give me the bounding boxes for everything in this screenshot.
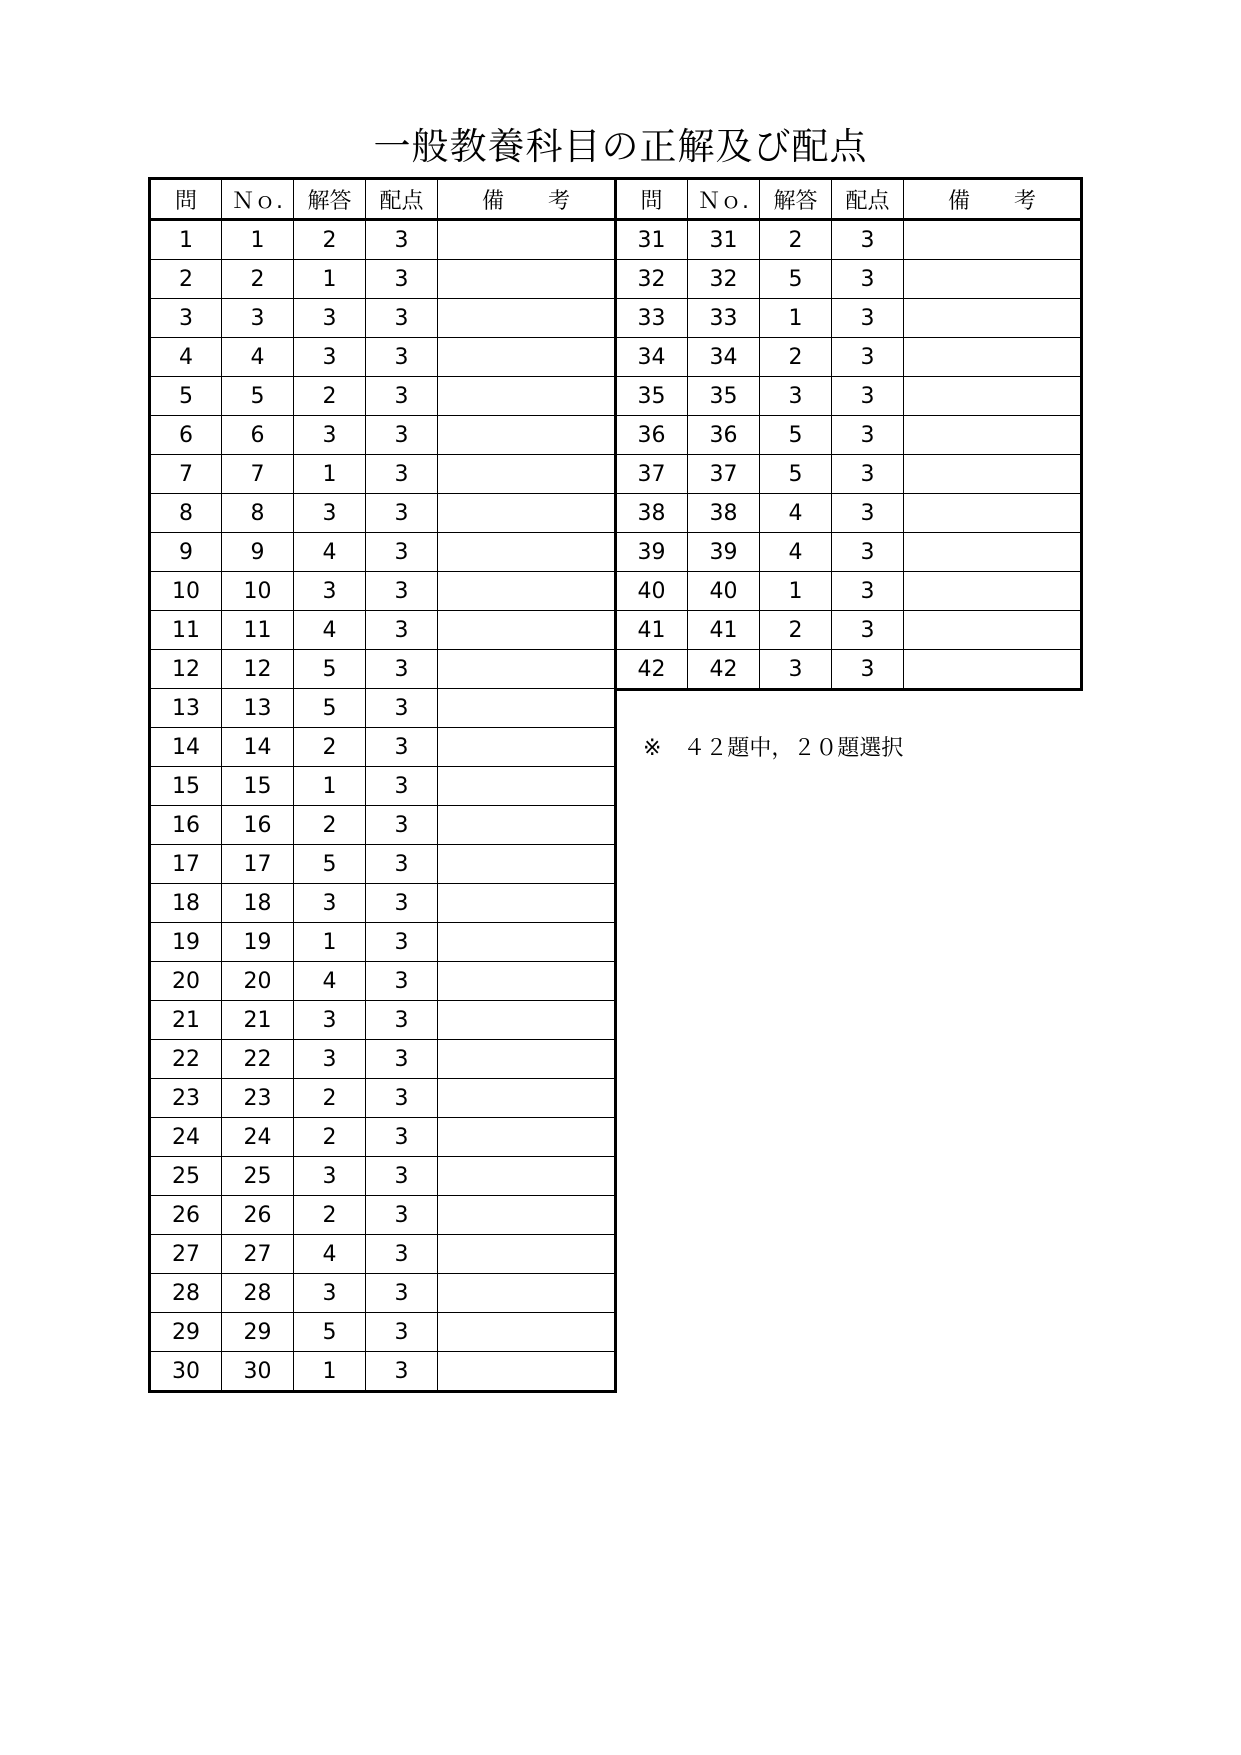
cell-points: 3 [832,377,904,416]
cell-points: 3 [366,1157,438,1196]
cell-question: 2 [150,260,222,299]
cell-remarks [438,1157,616,1196]
table-row [616,611,1082,650]
table-header-row [150,179,616,220]
cell-points: 3 [832,260,904,299]
cell-remarks [438,884,616,923]
cell-question: 15 [150,767,222,806]
cell-points: 3 [366,689,438,728]
page-title: 一般教養科目の正解及び配点 [373,125,868,168]
cell-no: 15 [222,767,294,806]
table-row [150,572,616,611]
cell-answer: 4 [294,962,366,1001]
cell-no: 4 [222,338,294,377]
cell-question: 35 [616,377,688,416]
cell-question: 25 [150,1157,222,1196]
cell-question: 18 [150,884,222,923]
cell-no: 7 [222,455,294,494]
cell-points: 3 [366,299,438,338]
cell-points: 3 [366,1001,438,1040]
table-row [150,1313,616,1352]
cell-remarks [438,611,616,650]
cell-remarks [438,416,616,455]
cell-remarks [438,1235,616,1274]
cell-remarks [904,260,1082,299]
cell-question: 10 [150,572,222,611]
cell-no: 18 [222,884,294,923]
cell-no: 14 [222,728,294,767]
cell-points: 3 [832,533,904,572]
cell-question: 20 [150,962,222,1001]
cell-answer: 5 [294,845,366,884]
table-row [616,533,1082,572]
cell-no: 24 [222,1118,294,1157]
table-row [150,1274,616,1313]
cell-question: 42 [616,650,688,690]
table-row [616,494,1082,533]
cell-points: 3 [832,611,904,650]
cell-points: 3 [366,572,438,611]
cell-answer: 3 [294,494,366,533]
header-remarks-left: 備 [481,188,504,214]
table-row [616,455,1082,494]
cell-answer: 1 [294,767,366,806]
table-row [150,806,616,845]
cell-points: 3 [366,533,438,572]
table-row [616,572,1082,611]
cell-no: 25 [222,1157,294,1196]
table-row [150,299,616,338]
answer-table-right [615,177,1083,691]
cell-no: 13 [222,689,294,728]
cell-remarks [438,338,616,377]
cell-question: 26 [150,1196,222,1235]
table-row [150,377,616,416]
cell-remarks [438,572,616,611]
table-row [150,494,616,533]
cell-answer: 3 [294,1001,366,1040]
cell-remarks [904,338,1082,377]
cell-points: 3 [366,767,438,806]
header-answer: 解答 [760,179,832,220]
answer-table-left [148,177,617,1393]
cell-answer: 3 [294,572,366,611]
cell-question: 41 [616,611,688,650]
table-row [616,338,1082,377]
cell-question: 28 [150,1274,222,1313]
cell-points: 3 [366,377,438,416]
cell-remarks [438,260,616,299]
header-remarks-right: 考 [1014,188,1037,214]
cell-no: 35 [688,377,760,416]
table-row [150,728,616,767]
cell-answer: 2 [294,1079,366,1118]
cell-no: 1 [222,220,294,260]
cell-points: 3 [366,1079,438,1118]
cell-answer: 5 [760,260,832,299]
cell-points: 3 [366,220,438,260]
cell-no: 40 [688,572,760,611]
cell-no: 6 [222,416,294,455]
cell-question: 34 [616,338,688,377]
cell-remarks [438,1079,616,1118]
cell-no: 8 [222,494,294,533]
cell-remarks [438,220,616,260]
cell-no: 37 [688,455,760,494]
cell-remarks [438,923,616,962]
table-row [150,689,616,728]
cell-remarks [438,299,616,338]
cell-no: 12 [222,650,294,689]
cell-question: 40 [616,572,688,611]
table-row [150,1079,616,1118]
table-row [150,220,616,260]
cell-points: 3 [366,611,438,650]
cell-points: 3 [366,1118,438,1157]
cell-no: 30 [222,1352,294,1392]
cell-remarks [438,1274,616,1313]
cell-answer: 2 [760,338,832,377]
table-row [616,220,1082,260]
cell-remarks [438,377,616,416]
cell-points: 3 [832,220,904,260]
cell-question: 8 [150,494,222,533]
cell-remarks [438,1118,616,1157]
cell-remarks [438,1313,616,1352]
cell-remarks [904,650,1082,690]
cell-answer: 2 [294,1118,366,1157]
table-row [150,884,616,923]
cell-question: 12 [150,650,222,689]
cell-points: 3 [366,923,438,962]
cell-remarks [904,377,1082,416]
table-row [150,338,616,377]
cell-points: 3 [832,338,904,377]
header-no: Ｎｏ. [688,179,760,220]
cell-no: 38 [688,494,760,533]
header-points: 配点 [832,179,904,220]
cell-points: 3 [366,728,438,767]
cell-remarks [904,611,1082,650]
table-row [150,1196,616,1235]
cell-question: 14 [150,728,222,767]
cell-remarks [438,689,616,728]
header-remarks-left: 備 [947,188,970,214]
cell-answer: 3 [294,884,366,923]
cell-question: 36 [616,416,688,455]
cell-remarks [904,533,1082,572]
cell-question: 32 [616,260,688,299]
cell-answer: 5 [760,416,832,455]
cell-no: 26 [222,1196,294,1235]
cell-answer: 1 [294,1352,366,1392]
table-row [616,650,1082,690]
table-row [616,377,1082,416]
cell-points: 3 [366,650,438,689]
cell-no: 20 [222,962,294,1001]
cell-answer: 3 [294,1274,366,1313]
table-row [150,1157,616,1196]
cell-no: 34 [688,338,760,377]
cell-no: 41 [688,611,760,650]
cell-question: 3 [150,299,222,338]
table-row [150,923,616,962]
cell-answer: 4 [760,494,832,533]
cell-points: 3 [366,1313,438,1352]
cell-question: 22 [150,1040,222,1079]
table-header-row [616,179,1082,220]
cell-answer: 3 [760,650,832,690]
cell-points: 3 [366,1352,438,1392]
cell-points: 3 [832,650,904,690]
cell-answer: 4 [760,533,832,572]
cell-question: 21 [150,1001,222,1040]
cell-points: 3 [832,494,904,533]
table-row [150,1235,616,1274]
cell-points: 3 [832,416,904,455]
header-question: 問 [150,179,222,220]
table-row [616,260,1082,299]
table-row [150,260,616,299]
cell-question: 31 [616,220,688,260]
cell-answer: 4 [294,1235,366,1274]
cell-points: 3 [366,494,438,533]
cell-remarks [904,299,1082,338]
cell-points: 3 [832,299,904,338]
cell-remarks [438,533,616,572]
cell-no: 32 [688,260,760,299]
cell-no: 39 [688,533,760,572]
table-row [150,962,616,1001]
cell-no: 27 [222,1235,294,1274]
cell-no: 11 [222,611,294,650]
cell-no: 17 [222,845,294,884]
cell-question: 9 [150,533,222,572]
cell-no: 23 [222,1079,294,1118]
cell-points: 3 [366,845,438,884]
cell-no: 21 [222,1001,294,1040]
cell-answer: 2 [294,220,366,260]
cell-remarks [438,455,616,494]
cell-answer: 4 [294,533,366,572]
cell-answer: 3 [294,416,366,455]
cell-no: 28 [222,1274,294,1313]
cell-answer: 1 [294,455,366,494]
cell-no: 9 [222,533,294,572]
cell-remarks [438,1352,616,1392]
cell-points: 3 [366,1235,438,1274]
cell-points: 3 [832,455,904,494]
table-row [150,611,616,650]
cell-no: 2 [222,260,294,299]
table-row [616,299,1082,338]
cell-points: 3 [366,1196,438,1235]
table-row [150,533,616,572]
cell-remarks [438,650,616,689]
cell-no: 42 [688,650,760,690]
cell-no: 31 [688,220,760,260]
cell-question: 17 [150,845,222,884]
cell-answer: 2 [760,611,832,650]
cell-no: 16 [222,806,294,845]
cell-remarks [438,1040,616,1079]
table-row [150,1040,616,1079]
cell-question: 29 [150,1313,222,1352]
cell-points: 3 [366,1040,438,1079]
table-row [150,455,616,494]
cell-question: 27 [150,1235,222,1274]
header-answer: 解答 [294,179,366,220]
cell-question: 4 [150,338,222,377]
cell-points: 3 [366,338,438,377]
header-remarks-right: 考 [548,188,571,214]
cell-question: 24 [150,1118,222,1157]
cell-points: 3 [832,572,904,611]
cell-remarks [904,455,1082,494]
cell-question: 19 [150,923,222,962]
cell-no: 10 [222,572,294,611]
cell-question: 30 [150,1352,222,1392]
cell-answer: 1 [760,572,832,611]
cell-remarks [904,416,1082,455]
cell-question: 33 [616,299,688,338]
cell-remarks [904,572,1082,611]
cell-answer: 1 [760,299,832,338]
cell-answer: 5 [294,1313,366,1352]
cell-points: 3 [366,416,438,455]
cell-no: 29 [222,1313,294,1352]
cell-points: 3 [366,1274,438,1313]
cell-no: 22 [222,1040,294,1079]
table-row [616,416,1082,455]
cell-no: 3 [222,299,294,338]
header-remarks [904,179,1082,220]
cell-question: 7 [150,455,222,494]
cell-answer: 1 [294,923,366,962]
cell-answer: 3 [760,377,832,416]
cell-points: 3 [366,260,438,299]
cell-no: 36 [688,416,760,455]
cell-remarks [438,1001,616,1040]
cell-question: 23 [150,1079,222,1118]
cell-question: 16 [150,806,222,845]
table-row [150,1001,616,1040]
table-row [150,1352,616,1392]
cell-remarks [438,767,616,806]
cell-answer: 3 [294,338,366,377]
cell-points: 3 [366,806,438,845]
cell-answer: 2 [294,1196,366,1235]
cell-answer: 2 [294,377,366,416]
cell-remarks [904,220,1082,260]
cell-question: 13 [150,689,222,728]
cell-remarks [904,494,1082,533]
cell-points: 3 [366,962,438,1001]
cell-question: 37 [616,455,688,494]
cell-remarks [438,494,616,533]
cell-question: 1 [150,220,222,260]
cell-answer: 5 [294,689,366,728]
cell-question: 6 [150,416,222,455]
header-question: 問 [616,179,688,220]
cell-answer: 2 [760,220,832,260]
cell-remarks [438,962,616,1001]
header-remarks [438,179,616,220]
cell-no: 5 [222,377,294,416]
table-row [150,845,616,884]
cell-remarks [438,845,616,884]
table-row [150,416,616,455]
cell-answer: 3 [294,1040,366,1079]
cell-answer: 5 [760,455,832,494]
cell-answer: 5 [294,650,366,689]
table-row [150,650,616,689]
cell-remarks [438,806,616,845]
cell-question: 39 [616,533,688,572]
cell-points: 3 [366,884,438,923]
cell-answer: 2 [294,728,366,767]
header-points: 配点 [366,179,438,220]
selection-note: ※ ４２題中，２０題選択 [643,736,904,761]
cell-points: 3 [366,455,438,494]
cell-answer: 2 [294,806,366,845]
cell-answer: 1 [294,260,366,299]
cell-answer: 4 [294,611,366,650]
cell-no: 33 [688,299,760,338]
cell-no: 19 [222,923,294,962]
table-row [150,1118,616,1157]
cell-answer: 3 [294,299,366,338]
cell-remarks [438,1196,616,1235]
cell-question: 38 [616,494,688,533]
table-row [150,767,616,806]
header-no: Ｎｏ. [222,179,294,220]
cell-remarks [438,728,616,767]
cell-question: 5 [150,377,222,416]
cell-question: 11 [150,611,222,650]
cell-answer: 3 [294,1157,366,1196]
